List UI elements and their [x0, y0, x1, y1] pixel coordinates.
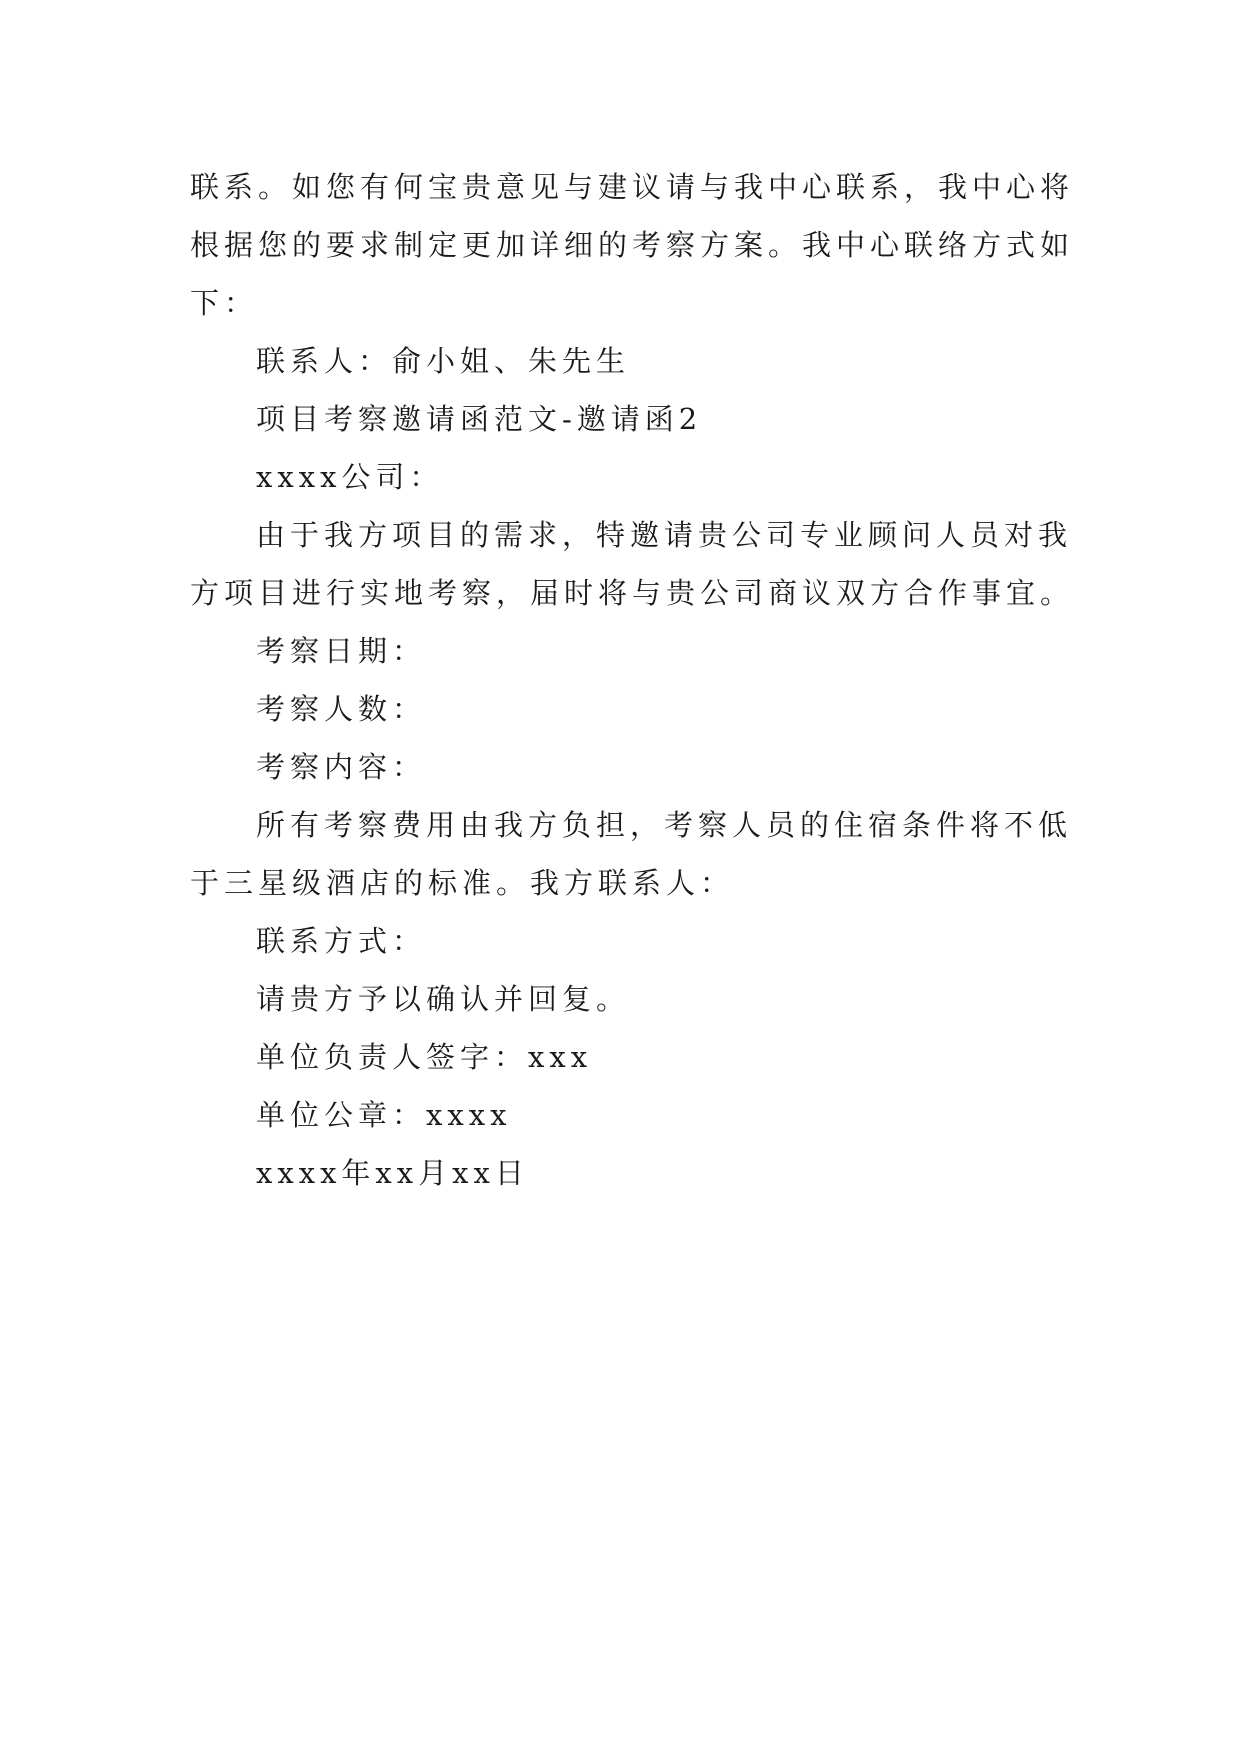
document-line: 考察内容： — [256, 750, 427, 784]
document-line: 于三星级酒店的标准。我方联系人： — [190, 866, 735, 900]
document-line: 下： — [190, 286, 259, 320]
document-line: 方项目进行实地考察，届时将与贵公司商议双方合作事宜。 — [190, 576, 1075, 610]
document-line: 考察人数： — [256, 692, 427, 726]
document-line: 单位公章：xxxx — [256, 1098, 512, 1132]
document-body — [190, 158, 1075, 1202]
document-line: 联系人：俞小姐、朱先生 — [256, 344, 631, 378]
document-line: 联系方式： — [256, 924, 427, 958]
document-line: 请贵方予以确认并回复。 — [256, 982, 631, 1016]
document-line: 项目考察邀请函范文-邀请函2 — [256, 402, 703, 436]
document-line: 考察日期： — [256, 634, 427, 668]
document-line: xxxx公司： — [256, 460, 444, 494]
document-line: xxxx年xx月xx日 — [256, 1156, 529, 1190]
document-line: 由于我方项目的需求，特邀请贵公司专业顾问人员对我 — [256, 518, 1073, 552]
document-line: 根据您的要求制定更加详细的考察方案。我中心联络方式如 — [190, 228, 1075, 262]
document-line: 单位负责人签字：xxx — [256, 1040, 593, 1074]
document-line: 所有考察费用由我方负担，考察人员的住宿条件将不低 — [256, 808, 1073, 842]
document-line: 联系。如您有何宝贵意见与建议请与我中心联系，我中心将 — [190, 170, 1075, 204]
